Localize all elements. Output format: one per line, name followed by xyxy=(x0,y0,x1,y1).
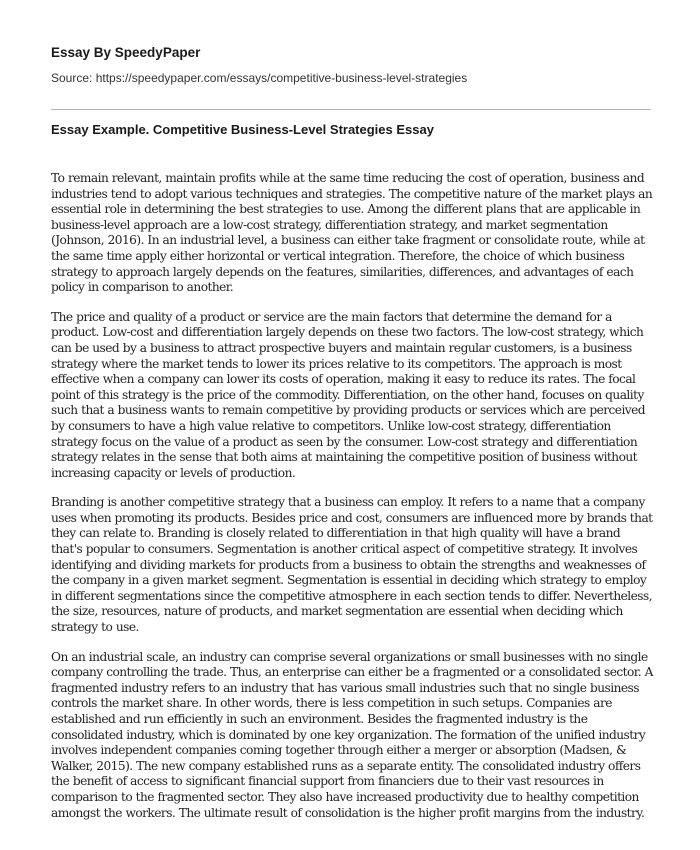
source-url: https://speedypaper.com/essays/competitive-business-level-strategies xyxy=(95,71,468,85)
header-divider xyxy=(51,109,651,110)
essay-paragraph: On an industrial scale, an industry can comprise several organizations or small businesses with no single company controlling the trade. Thus, an enterprise can either be a fragmented or a consolidated sector. A fragmented industry refers to an industry that has various small industries such that no single business controls the market share. In other words, there is less competition in such setups. Companies are established and run efficiently in such an environment. Besides the fragmented industry is the consolidated industry, which is dominated by one key organization. The formation of the unified industry involves independent companies coming together through either a merger or absorption (Madsen, & Walker, 2015). The new company established runs as a separate entity. The consolidated industry offers the benefit of access to significant financial support from financiers due to their vast resources in comparison to the fragmented sector. They also have increased productivity due to healthy competition amongst the workers. The ultimate result of consolidation is the higher profit margins from the industry. xyxy=(51,649,653,820)
essay-title: Essay Example. Competitive Business-Level Strategies Essay xyxy=(51,122,434,137)
essay-paragraph: To remain relevant, maintain profits while at the same time reducing the cost of operation, business and industries tend to adopt various techniques and strategies. The competitive nature of the market plays an essential role in determining the best strategies to use. Among the different plans that are applicable in business-level approach are a low-cost strategy, differentiation strategy, and market segmentation (Johnson, 2016). In an industrial level, a business can either take fragment or consolidate route, while at the same time apply either horizontal or vertical integration. Therefore, the choice of which business strategy to approach largely depends on the features, similarities, differences, and advantages of each policy in comparison to another. xyxy=(51,171,653,295)
essay-paragraph: Branding is another competitive strategy that a business can employ. It refers to a name that a company uses when promoting its products. Besides price and cost, consumers are influenced more by brands that they can relate to. Branding is closely related to differentiation in that high quality will have a brand that's popular to consumers. Segmentation is another critical aspect of competitive strategy. It involves identifying and dividing markets for products from a business to obtain the strengths and weaknesses of the company in a given market segment. Segmentation is essential in deciding which strategy to employ in different segmentations since the competitive atmosphere in each section tends to differ. Nevertheless, the size, resources, nature of products, and market segmentation are essential when deciding which strategy to use. xyxy=(51,495,653,635)
essay-body xyxy=(51,171,654,835)
essay-paragraph: The price and quality of a product or service are the main factors that determine the demand for a product. Low-cost and differentiation largely depends on these two factors. The low-cost strategy, which can be used by a business to attract prospective buyers and maintain regular customers, is a business strategy where the market tends to lower its prices relative to its competitors. The approach is most effective when a company can lower its costs of operation, making it easy to reduce its rates. The focal point of this strategy is the price of the commodity. Differentiation, on the other hand, focuses on quality such that a business wants to remain competitive by providing products or services which are perceived by consumers to have a high value relative to competitors. Unlike low-cost strategy, differentiation strategy focus on the value of a product as seen by the consumer. Low-cost strategy and differentiation strategy relates in the sense that both aims at maintaining the competitive position of business without increasing capacity or levels of production. xyxy=(51,309,646,480)
site-title: Essay By SpeedyPaper xyxy=(51,45,201,60)
source-label: Source: xyxy=(51,71,93,85)
source-line xyxy=(51,71,467,86)
